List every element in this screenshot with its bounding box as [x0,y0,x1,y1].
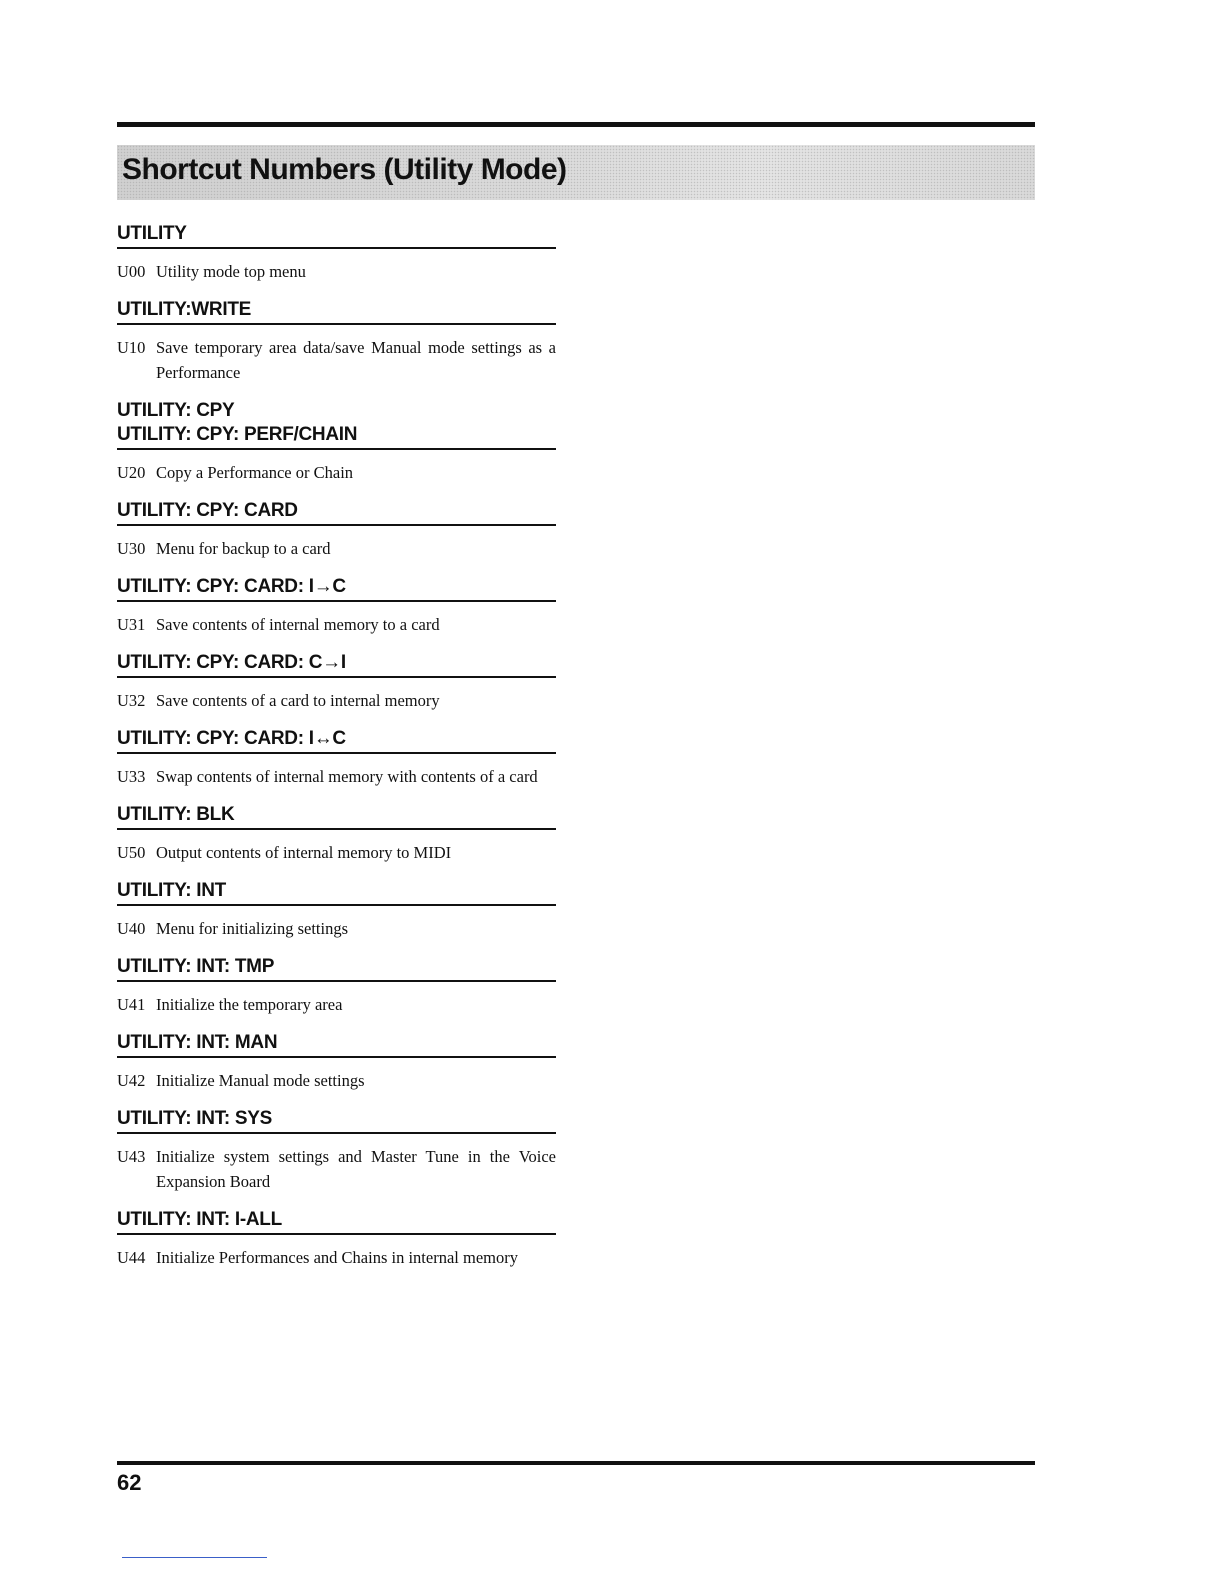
section-heading: UTILITY:WRITE [117,299,251,320]
shortcut-entry [117,1058,556,1093]
shortcut-description: Save contents of internal memory to a card [156,615,440,634]
shortcut-entry [117,678,556,713]
shortcut-description: Swap contents of internal memory with contents of a card [156,767,538,786]
section-header [117,423,556,450]
section-header [117,803,556,830]
shortcut-code: U33 [117,767,146,786]
shortcut-description: Copy a Performance or Chain [156,463,354,482]
section-utility-blk [117,803,556,865]
section-heading: UTILITY: CPY: CARD: I↔C [117,728,346,749]
section-heading: UTILITY: INT: TMP [117,956,275,977]
shortcut-entry [117,526,556,561]
section-heading: UTILITY: CPY: CARD: I→C [117,576,346,597]
section-header [117,499,556,526]
section-header [117,222,556,249]
page-number: 62 [117,1470,142,1495]
section-header [117,1031,556,1058]
shortcut-entry [117,325,556,385]
shortcut-code: U40 [117,919,146,938]
shortcut-code: U50 [117,843,146,862]
section-int-sys [117,1107,556,1194]
section-utility-int [117,879,556,941]
section-heading: UTILITY: INT: I-ALL [117,1209,282,1230]
shortcut-entry [117,1134,556,1194]
section-utility-write [117,298,556,385]
shortcut-description: Initialize system settings and Master Tune in the Voice Expansion Board [156,1147,556,1191]
shortcut-code: U32 [117,691,146,710]
section-header [117,651,556,678]
section-heading: UTILITY: INT: MAN [117,1032,278,1053]
shortcut-description: Utility mode top menu [156,262,306,281]
section-heading: UTILITY [117,223,187,244]
section-card-i-to-c [117,575,556,637]
shortcut-code: U10 [117,338,146,357]
shortcut-code: U00 [117,262,146,281]
shortcut-description: Save contents of a card to internal memory [156,691,440,710]
shortcut-entry [117,754,556,789]
shortcut-description: Menu for backup to a card [156,539,331,558]
shortcut-description: Initialize the temporary area [156,995,343,1014]
shortcut-code: U43 [117,1147,146,1166]
shortcut-code: U20 [117,463,146,482]
section-header [117,575,556,602]
shortcut-description: Menu for initializing settings [156,919,349,938]
section-heading: UTILITY: CPY: CARD: C→I [117,652,346,673]
shortcut-description: Output contents of internal memory to MIDI [156,843,452,862]
section-int-i-all [117,1208,556,1270]
footer-rule [117,1461,1035,1465]
shortcut-entry [117,906,556,941]
section-header [117,727,556,754]
section-header [117,1107,556,1134]
section-heading: UTILITY: CPY: CARD [117,500,298,521]
section-utility-cpy [117,399,556,485]
shortcut-code: U30 [117,539,146,558]
shortcut-code: U44 [117,1248,146,1267]
title-band [117,145,1035,200]
shortcut-entry [117,982,556,1017]
section-heading: UTILITY: CPY: PERF/CHAIN [117,424,358,445]
shortcut-entry [117,450,556,485]
section-header [117,879,556,906]
top-rule [117,122,1035,127]
section-int-man [117,1031,556,1093]
footnote-rule [122,1557,267,1558]
shortcut-description: Initialize Performances and Chains in internal memory [156,1248,518,1267]
shortcut-code: U31 [117,615,146,634]
shortcut-description: Initialize Manual mode settings [156,1071,365,1090]
shortcut-entry [117,602,556,637]
section-header [117,298,556,325]
shortcut-entry [117,249,556,284]
section-card-c-to-i [117,651,556,713]
section-int-tmp [117,955,556,1017]
shortcut-entry [117,1235,556,1270]
section-header [117,955,556,982]
shortcut-entry [117,830,556,865]
shortcut-code: U42 [117,1071,146,1090]
shortcut-code: U41 [117,995,146,1014]
shortcut-list [117,222,556,1270]
section-utility [117,222,556,284]
page-title: Shortcut Numbers (Utility Mode) [122,153,567,186]
section-utility-cpy-card [117,499,556,561]
section-heading: UTILITY: CPY [117,400,235,421]
section-card-swap [117,727,556,789]
shortcut-description: Save temporary area data/save Manual mode settings as a Performance [156,338,556,382]
section-heading: UTILITY: BLK [117,804,235,825]
section-heading: UTILITY: INT: SYS [117,1108,272,1129]
section-heading: UTILITY: INT [117,880,226,901]
section-header [117,1208,556,1235]
